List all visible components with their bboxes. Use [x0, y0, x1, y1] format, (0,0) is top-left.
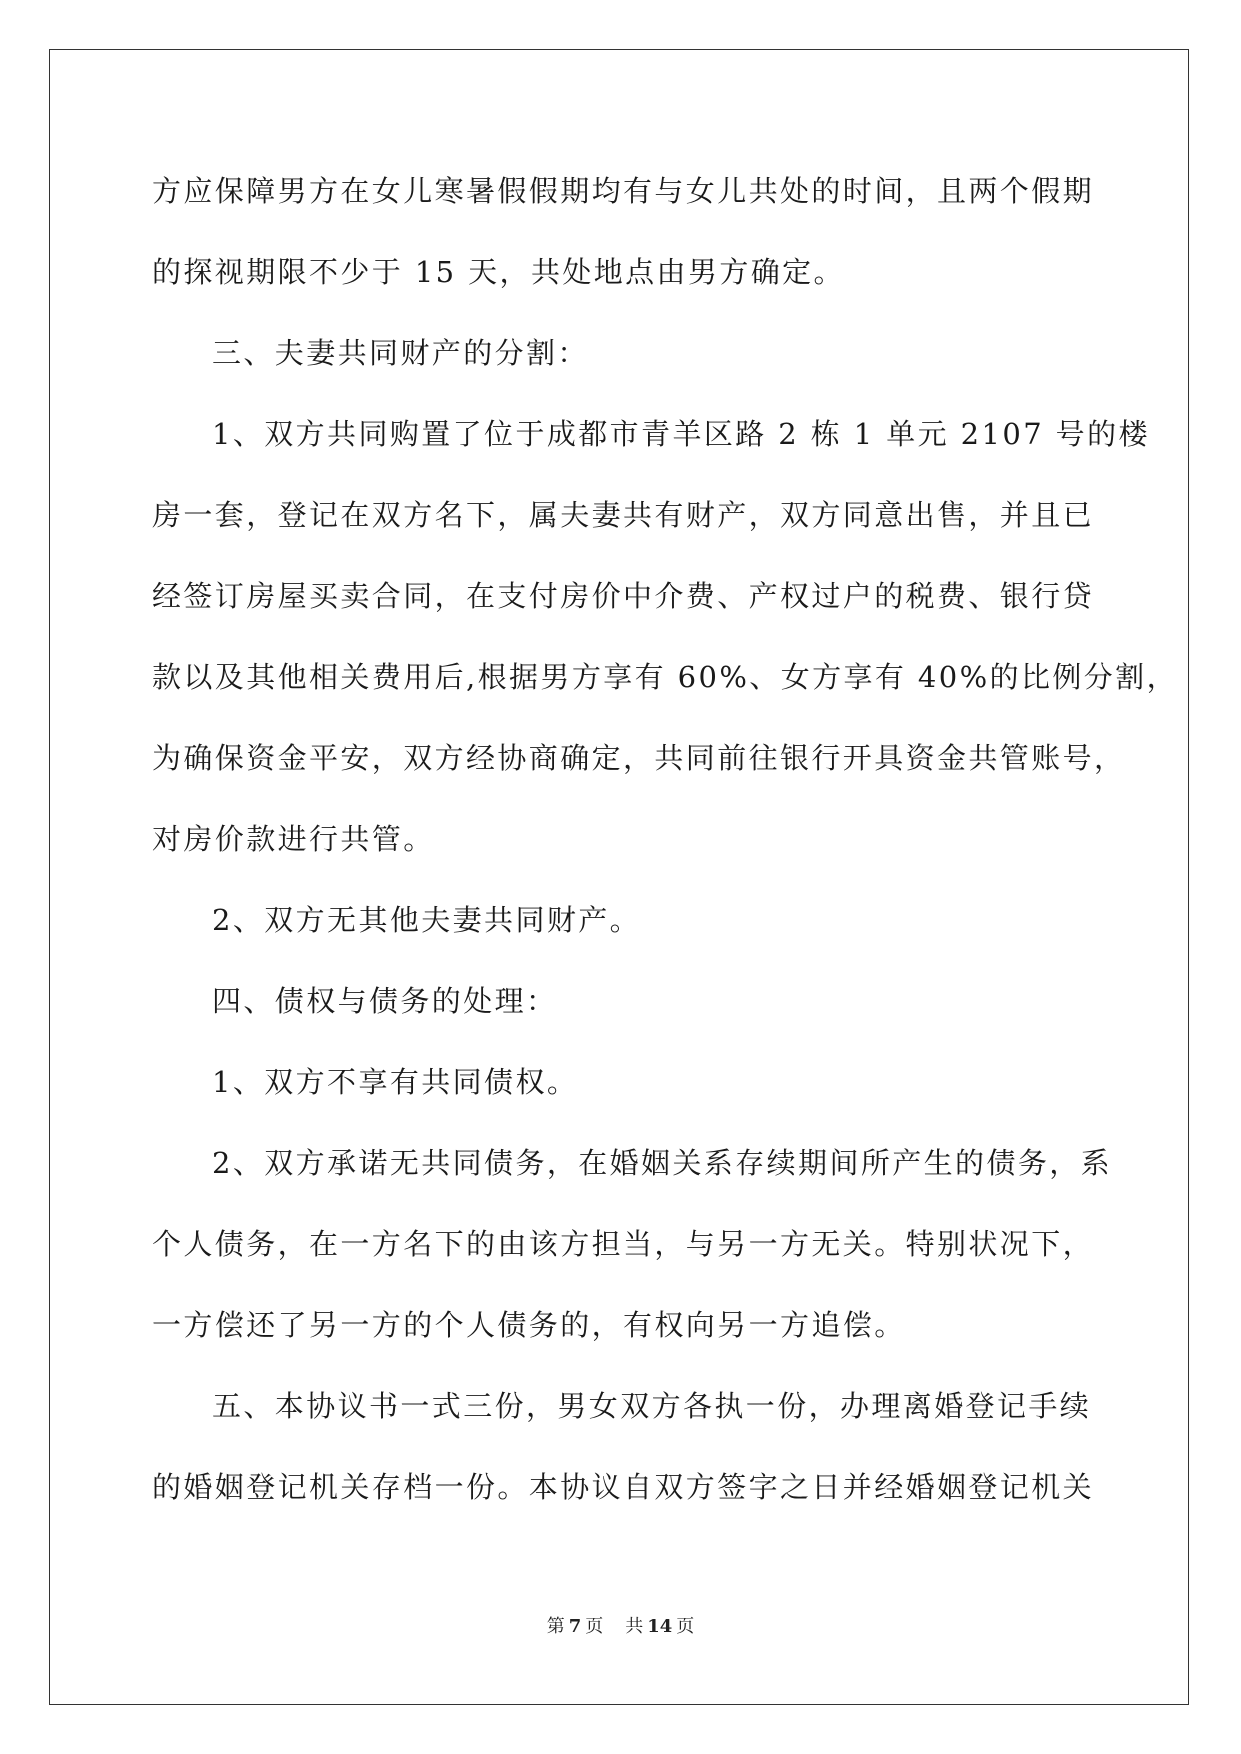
- text-line: 为确保资金平安，双方经协商确定，共同前往银行开具资金共管账号，: [152, 741, 1126, 775]
- text-line: 的婚姻登记机关存档一份。本协议自双方签字之日并经婚姻登记机关: [152, 1470, 1095, 1504]
- text-line: 款以及其他相关费用后,根据男方享有 60%、女方享有 40%的比例分割，: [152, 660, 1178, 694]
- text-line: 2、双方无其他夫妻共同财产。: [212, 903, 642, 937]
- total-prefix: 共: [625, 1616, 644, 1637]
- page-prefix: 第: [546, 1616, 565, 1637]
- total-suffix: 页: [676, 1616, 695, 1637]
- text-line: 2、双方承诺无共同债务，在婚姻关系存续期间所产生的债务，系: [212, 1146, 1113, 1180]
- document-body: [152, 165, 1178, 1542]
- total-pages: 14: [647, 1616, 673, 1637]
- text-line: 三、夫妻共同财产的分割：: [212, 336, 589, 370]
- text-line: 个人债务，在一方名下的由该方担当，与另一方无关。特别状况下，: [152, 1227, 1095, 1261]
- page-footer: [0, 1612, 1241, 1638]
- page-number: 7: [568, 1616, 582, 1637]
- text-line: 1、双方共同购置了位于成都市青羊区路 2 栋 1 单元 2107 号的楼: [212, 417, 1150, 451]
- text-line: 房一套，登记在双方名下，属夫妻共有财产，双方同意出售，并且已: [152, 498, 1095, 532]
- text-line: 四、债权与债务的处理：: [212, 984, 558, 1018]
- text-line: 对房价款进行共管。: [152, 822, 435, 856]
- text-line: 五、本协议书一式三份，男女双方各执一份，办理离婚登记手续: [212, 1389, 1092, 1423]
- text-line: 的探视期限不少于 15 天，共处地点由男方确定。: [152, 255, 845, 289]
- text-line: 经签订房屋买卖合同，在支付房价中介费、产权过户的税费、银行贷: [152, 579, 1095, 613]
- text-line: 方应保障男方在女儿寒暑假假期均有与女儿共处的时间，且两个假期: [152, 174, 1095, 208]
- page-suffix: 页: [585, 1616, 604, 1637]
- text-line: 一方偿还了另一方的个人债务的，有权向另一方追偿。: [152, 1308, 906, 1342]
- text-line: 1、双方不享有共同债权。: [212, 1065, 579, 1099]
